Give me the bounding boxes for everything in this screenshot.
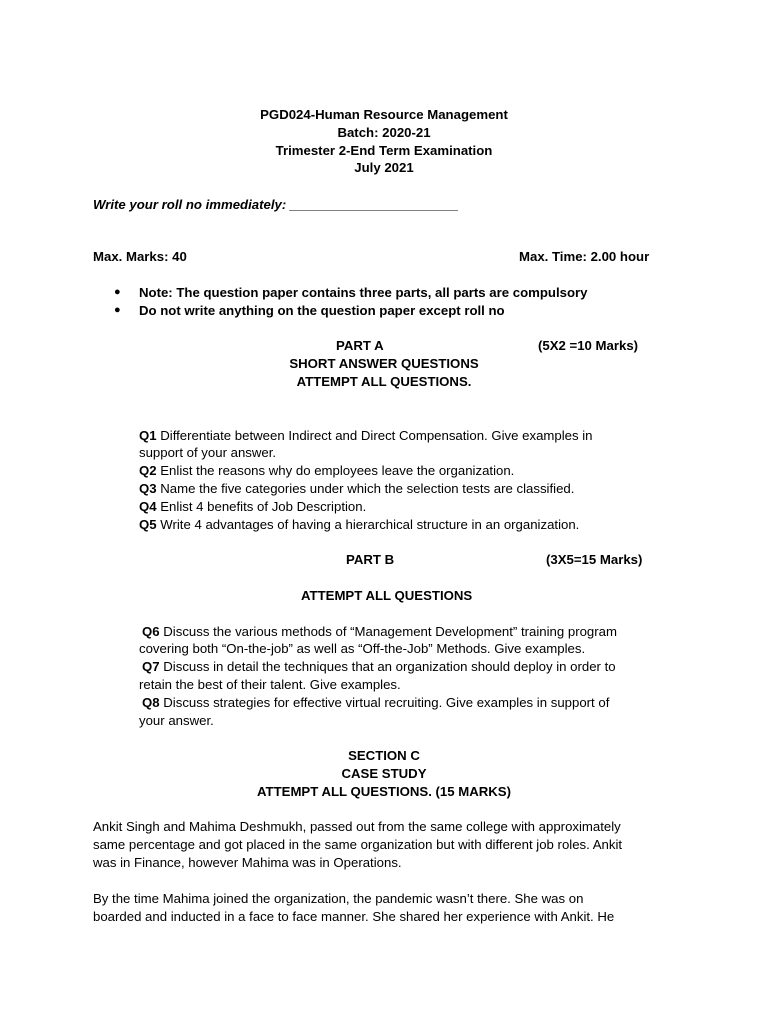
question-number: Q3 bbox=[139, 481, 157, 496]
question-number: Q8 bbox=[142, 695, 160, 710]
case-paragraph-2-line: By the time Mahima joined the organization, the pandemic wasn’t there. She was on bbox=[93, 891, 584, 906]
batch-line: Batch: 2020-21 bbox=[337, 125, 431, 140]
question-number: Q2 bbox=[139, 463, 157, 478]
part-b-title: PART B bbox=[346, 552, 395, 567]
exam-title: Trimester 2-End Term Examination bbox=[275, 143, 493, 158]
question-number: Q6 bbox=[142, 624, 160, 639]
section-c-instruction: ATTEMPT ALL QUESTIONS. (15 MARKS) bbox=[257, 784, 511, 799]
question-q3 bbox=[139, 480, 574, 498]
roll-number-instruction: Write your roll no immediately: _______________________ bbox=[93, 197, 459, 212]
part-a-marks: (5X2 =10 Marks) bbox=[538, 338, 639, 353]
question-q7-continued: retain the best of their talent. Give examples. bbox=[139, 677, 401, 692]
question-text: Discuss strategies for effective virtual recruiting. Give examples in support of bbox=[163, 695, 610, 710]
question-text: Enlist the reasons why do employees leave the organization. bbox=[160, 463, 515, 478]
question-text: Discuss the various methods of “Management Development” training program bbox=[163, 624, 617, 639]
max-time: Max. Time: 2.00 hour bbox=[519, 249, 650, 264]
question-q1 bbox=[139, 427, 593, 445]
question-q5 bbox=[139, 516, 579, 534]
part-a-title: PART A bbox=[336, 338, 384, 353]
bullet-icon: ● bbox=[114, 304, 121, 316]
question-q2 bbox=[139, 462, 514, 480]
part-a-subtitle: SHORT ANSWER QUESTIONS bbox=[289, 356, 479, 371]
part-b-marks: (3X5=15 Marks) bbox=[546, 552, 643, 567]
question-text: Discuss in detail the techniques that an organization should deploy in order to bbox=[163, 659, 616, 674]
question-q8 bbox=[142, 694, 609, 712]
bullet-icon: ● bbox=[114, 286, 121, 298]
question-q1-continued: support of your answer. bbox=[139, 445, 277, 460]
question-q6 bbox=[142, 623, 617, 641]
case-paragraph-2-line: boarded and inducted in a face to face manner. She shared her experience with Ankit. He bbox=[93, 909, 615, 924]
question-number: Q5 bbox=[139, 517, 157, 532]
question-number: Q7 bbox=[142, 659, 160, 674]
max-marks: Max. Marks: 40 bbox=[93, 249, 187, 264]
exam-date: July 2021 bbox=[354, 160, 414, 175]
question-text: Write 4 advantages of having a hierarchical structure in an organization. bbox=[160, 517, 580, 532]
course-title: PGD024-Human Resource Management bbox=[260, 107, 508, 122]
question-q7 bbox=[142, 658, 616, 676]
question-text: Name the five categories under which the selection tests are classified. bbox=[160, 481, 575, 496]
question-number: Q4 bbox=[139, 499, 157, 514]
question-number: Q1 bbox=[139, 428, 157, 443]
question-q8-continued: your answer. bbox=[139, 713, 214, 728]
note-line-1: Note: The question paper contains three parts, all parts are compulsory bbox=[139, 285, 588, 300]
section-c-title: SECTION C bbox=[348, 748, 420, 763]
section-c-subtitle: CASE STUDY bbox=[341, 766, 427, 781]
part-a-instruction: ATTEMPT ALL QUESTIONS. bbox=[296, 374, 472, 389]
question-q4 bbox=[139, 498, 366, 516]
note-line-2: Do not write anything on the question paper except roll no bbox=[139, 303, 505, 318]
part-b-instruction: ATTEMPT ALL QUESTIONS bbox=[301, 588, 473, 603]
question-text: Enlist 4 benefits of Job Description. bbox=[160, 499, 367, 514]
case-paragraph-1-line: Ankit Singh and Mahima Deshmukh, passed out from the same college with approximately bbox=[93, 819, 621, 834]
case-paragraph-1-line: was in Finance, however Mahima was in Operations. bbox=[93, 855, 402, 870]
question-q6-continued: covering both “On-the-job” as well as “Off-the-Job” Methods. Give examples. bbox=[139, 641, 586, 656]
question-text: Differentiate between Indirect and Direct Compensation. Give examples in bbox=[160, 428, 593, 443]
case-paragraph-1-line: same percentage and got placed in the same organization but with different job roles. Ankit bbox=[93, 837, 623, 852]
